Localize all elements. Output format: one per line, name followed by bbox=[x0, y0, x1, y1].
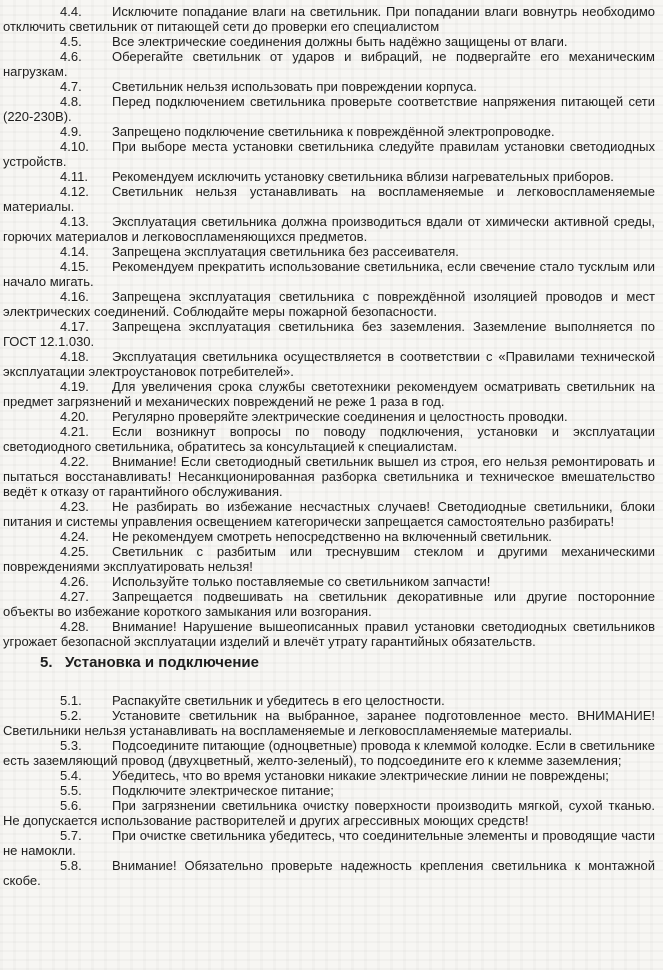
section-5-heading-number: 5. bbox=[40, 654, 53, 671]
clause-number: 5.1. bbox=[60, 693, 82, 708]
clause-number: 5.6. bbox=[60, 798, 82, 813]
clause-text: При загрязнении светильника очистку поверхности производить мягкой, сухой тканью. Не допускается использование растворителей и других агрессивных моющих средств! bbox=[3, 798, 655, 828]
numbered-clause bbox=[3, 124, 655, 139]
clause-text: Не разбирать во избежание несчастных случаев! Светодиодные светильники, блоки питания и системы управления освещением категорически запрещается самостоятельно разбирать! bbox=[3, 499, 655, 529]
clause-number: 5.2. bbox=[60, 708, 82, 723]
numbered-clause bbox=[3, 619, 655, 649]
section-5-heading bbox=[3, 653, 655, 672]
clause-text: Запрещена эксплуатация светильника без заземления. Заземление выполняется по ГОСТ 12.1.030. bbox=[3, 319, 655, 349]
clause-number: 4.7. bbox=[60, 79, 82, 94]
clause-text: Подключите электрическое питание; bbox=[112, 783, 334, 798]
clause-text: Оберегайте светильник от ударов и вибраций, не подвергайте его механическим нагрузкам. bbox=[3, 49, 655, 79]
clause-number: 4.23. bbox=[60, 499, 89, 514]
numbered-clause bbox=[3, 214, 655, 244]
clause-text: Светильник нельзя использовать при повреждении корпуса. bbox=[112, 79, 477, 94]
clause-text: Светильник с разбитым или треснувшим стеклом и другими механическими повреждениями эксплуатировать нельзя! bbox=[3, 544, 655, 574]
clause-number: 4.19. bbox=[60, 379, 89, 394]
clause-text: Внимание! Нарушение вышеописанных правил установки светодиодных светильников угрожает безопасной эксплуатации изделий и влечёт утрату гарантийных обязательств. bbox=[3, 619, 655, 649]
clause-number: 4.8. bbox=[60, 94, 82, 109]
clause-text: Не рекомендуем смотреть непосредственно на включенный светильник. bbox=[112, 529, 552, 544]
numbered-clause bbox=[3, 589, 655, 619]
numbered-clause bbox=[3, 259, 655, 289]
numbered-clause bbox=[3, 319, 655, 349]
numbered-clause bbox=[3, 424, 655, 454]
clause-text: Рекомендуем прекратить использование светильника, если свечение стало тусклым или начало мигать. bbox=[3, 259, 655, 289]
clause-text: Исключите попадание влаги на светильник. При попадании влаги вовнутрь необходимо отключить светильник от питающей сети до проверки его специалистом bbox=[3, 4, 655, 34]
clause-number: 4.24. bbox=[60, 529, 89, 544]
clause-number: 4.4. bbox=[60, 4, 82, 19]
clause-text: Запрещается подвешивать на светильник декоративные или другие посторонние объекты во избежание короткого замыкания или возгорания. bbox=[3, 589, 655, 619]
clause-text: Запрещена эксплуатация светильника без рассеивателя. bbox=[112, 244, 459, 259]
numbered-clause bbox=[3, 708, 655, 738]
numbered-clause bbox=[3, 139, 655, 169]
numbered-clause bbox=[3, 4, 655, 34]
clause-number: 4.28. bbox=[60, 619, 89, 634]
clause-number: 4.16. bbox=[60, 289, 89, 304]
clause-number: 5.3. bbox=[60, 738, 82, 753]
clause-number: 5.4. bbox=[60, 768, 82, 783]
numbered-clause bbox=[3, 184, 655, 214]
clause-number: 5.7. bbox=[60, 828, 82, 843]
section-5-heading-title: Установка и подключение bbox=[65, 654, 259, 671]
numbered-clause bbox=[3, 544, 655, 574]
clause-text: Внимание! Если светодиодный светильник вышел из строя, его нельзя ремонтировать и пытаться восстанавливать! Несанкционированная разборка светильника и техническое вмешательство ведёт к отказу от гарантийного обслуживания. bbox=[3, 454, 655, 499]
numbered-clause bbox=[3, 379, 655, 409]
numbered-clause bbox=[3, 828, 655, 858]
clause-number: 4.10. bbox=[60, 139, 89, 154]
clause-number: 4.12. bbox=[60, 184, 89, 199]
clause-number: 5.5. bbox=[60, 783, 82, 798]
numbered-clause bbox=[3, 693, 655, 708]
numbered-clause bbox=[3, 34, 655, 49]
numbered-clause bbox=[3, 574, 655, 589]
numbered-clause bbox=[3, 409, 655, 424]
clause-text: Используйте только поставляемые со светильником запчасти! bbox=[112, 574, 491, 589]
clause-number: 4.5. bbox=[60, 34, 82, 49]
clause-number: 4.14. bbox=[60, 244, 89, 259]
clause-number: 4.27. bbox=[60, 589, 89, 604]
clause-text: Все электрические соединения должны быть надёжно защищены от влаги. bbox=[112, 34, 568, 49]
numbered-clause bbox=[3, 783, 655, 798]
numbered-clause bbox=[3, 94, 655, 124]
clause-text: Внимание! Обязательно проверьте надежность крепления светильника к монтажной скобе. bbox=[3, 858, 655, 888]
clause-text: Установите светильник на выбранное, заранее подготовленное место. ВНИМАНИЕ! Светильники нельзя устанавливать на воспламеняемые и легковоспламеняемые материалы. bbox=[3, 708, 655, 738]
clause-text: Запрещена эксплуатация светильника с повреждённой изоляцией проводов и мест электрических соединений. Соблюдайте меры пожарной безопасности. bbox=[3, 289, 655, 319]
section-4-clauses bbox=[3, 4, 655, 649]
numbered-clause bbox=[3, 499, 655, 529]
clause-number: 4.22. bbox=[60, 454, 89, 469]
numbered-clause bbox=[3, 79, 655, 94]
numbered-clause bbox=[3, 49, 655, 79]
numbered-clause bbox=[3, 768, 655, 783]
clause-text: Регулярно проверяйте электрические соединения и целостность проводки. bbox=[112, 409, 568, 424]
clause-text: Распакуйте светильник и убедитесь в его целостности. bbox=[112, 693, 445, 708]
clause-number: 4.9. bbox=[60, 124, 82, 139]
numbered-clause bbox=[3, 289, 655, 319]
numbered-clause bbox=[3, 858, 655, 888]
numbered-clause bbox=[3, 798, 655, 828]
numbered-clause bbox=[3, 349, 655, 379]
clause-number: 4.18. bbox=[60, 349, 89, 364]
clause-number: 4.21. bbox=[60, 424, 89, 439]
clause-number: 4.6. bbox=[60, 49, 82, 64]
numbered-clause bbox=[3, 529, 655, 544]
clause-number: 4.17. bbox=[60, 319, 89, 334]
clause-text: Перед подключением светильника проверьте соответствие напряжения питающей сети (220-230В). bbox=[3, 94, 655, 124]
clause-number: 4.26. bbox=[60, 574, 89, 589]
clause-number: 4.20. bbox=[60, 409, 89, 424]
numbered-clause bbox=[3, 244, 655, 259]
clause-number: 4.15. bbox=[60, 259, 89, 274]
clause-text: Для увеличения срока службы светотехники рекомендуем осматривать светильник на предмет загрязнений и механических повреждений не реже 1 раза в год. bbox=[3, 379, 655, 409]
clause-text: Запрещено подключение светильника к повреждённой электропроводке. bbox=[112, 124, 555, 139]
clause-text: При очистке светильника убедитесь, что соединительные элементы и проводящие части не намокли. bbox=[3, 828, 655, 858]
clause-text: Если возникнут вопросы по поводу подключения, установки и эксплуатации светодиодного светильника, обратитесь за консультацией к специалистам. bbox=[3, 424, 655, 454]
numbered-clause bbox=[3, 738, 655, 768]
clause-text: Подсоедините питающие (одноцветные) провода к клеммой колодке. Если в светильнике есть заземляющий провод (двухцветный, желто-зеленый), то подсоедините его к клемме заземления; bbox=[3, 738, 655, 768]
numbered-clause bbox=[3, 454, 655, 499]
section-5-clauses bbox=[3, 693, 655, 888]
clause-number: 4.25. bbox=[60, 544, 89, 559]
clause-number: 5.8. bbox=[60, 858, 82, 873]
clause-text: Эксплуатация светильника осуществляется в соответствии с «Правилами технической эксплуатации электроустановок потребителей». bbox=[3, 349, 655, 379]
clause-number: 4.13. bbox=[60, 214, 89, 229]
clause-text: Убедитесь, что во время установки никакие электрические линии не повреждены; bbox=[112, 768, 609, 783]
clause-number: 4.11. bbox=[60, 169, 88, 184]
clause-text: Эксплуатация светильника должна производиться вдали от химически активной среды, горючих материалов и легковоспламеняющихся предметов. bbox=[3, 214, 655, 244]
clause-text: Рекомендуем исключить установку светильника вблизи нагревательных приборов. bbox=[112, 169, 614, 184]
clause-text: Светильник нельзя устанавливать на воспламеняемые и легковоспламеняемые материалы. bbox=[3, 184, 655, 214]
numbered-clause bbox=[3, 169, 655, 184]
clause-text: При выборе места установки светильника следуйте правилам установки светодиодных устройств. bbox=[3, 139, 655, 169]
